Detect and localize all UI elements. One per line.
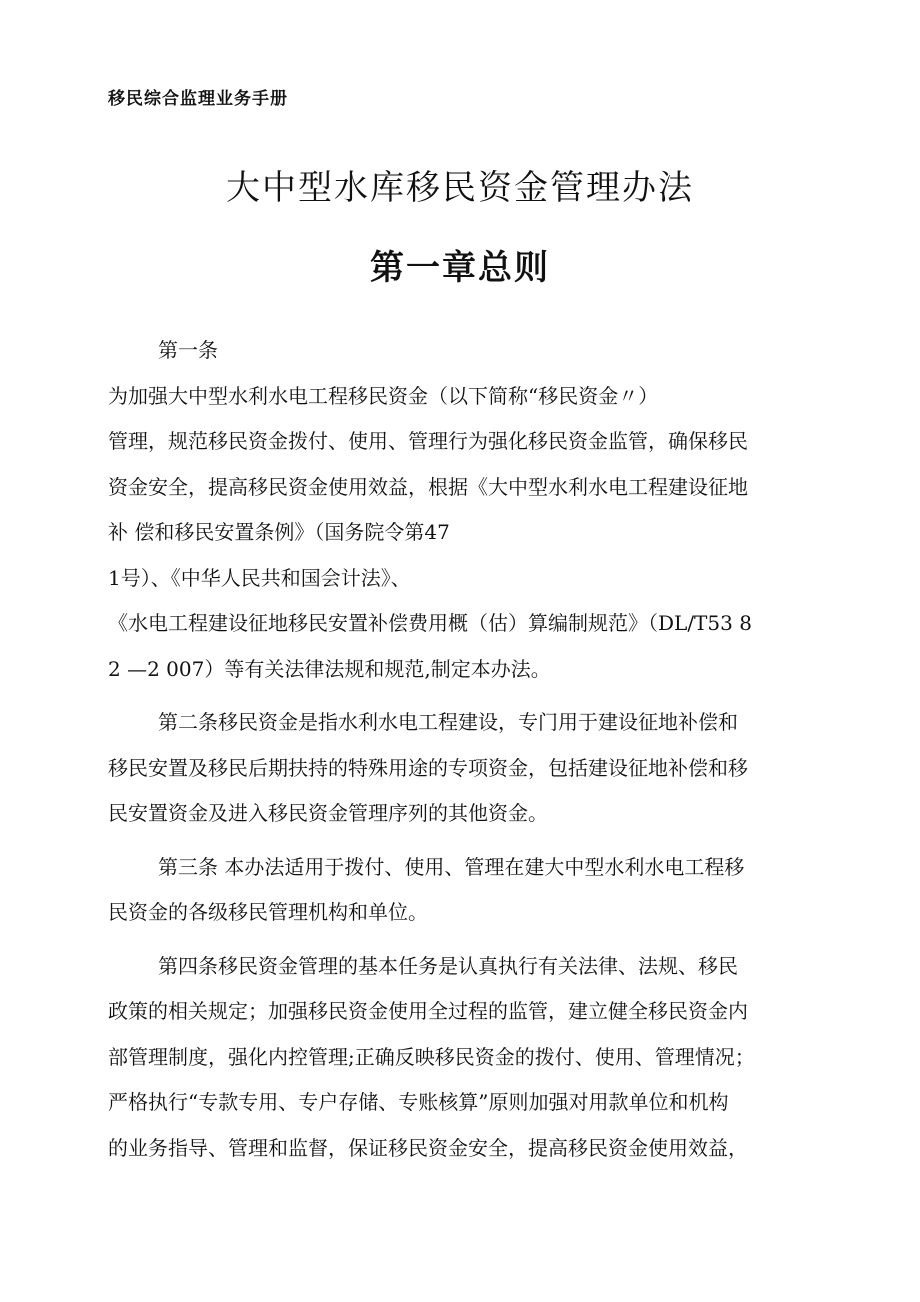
chapter-heading: 第一章总则 [370, 248, 550, 288]
document-title: 大中型水库移民资金管理办法 [226, 168, 694, 208]
article-1 [108, 328, 808, 692]
article-4-line: 政策的相关规定；加强移民资金使用全过程的监管，建立健全移民资金内 [108, 999, 748, 1023]
article-1-line: 1号）、《中华人民共和国会计法》、 [108, 565, 411, 590]
article-4-line: 部管理制度，强化内控管理;正确反映移民资金的拨付、使用、管理情况； [108, 1044, 755, 1069]
paragraph-gap [108, 837, 808, 845]
article-4-line: 第四条移民资金管理的基本任务是认真执行有关法律、法规、移民 [158, 953, 738, 978]
article-1-line: 《水电工程建设征地移民安置补偿费用概（估）算编制规范》（DL/T53 8 [108, 611, 752, 635]
article-4-line: 严格执行“专款专用、专户存储、专账核算”原则加强对用款单位和机构 [108, 1090, 729, 1114]
article-1-line: 2 —2 007）等有关法律法规和规范,制定本办法。 [108, 656, 551, 681]
running-header: 移民综合监理业务手册 [108, 89, 288, 109]
document-body [108, 328, 808, 1171]
article-1-label: 第一条 [158, 338, 218, 362]
article-1-line: 管理，规范移民资金拨付、使用、管理行为强化移民资金监管，确保移民 [108, 429, 748, 453]
article-2-line: 民安置资金及进入移民资金管理序列的其他资金。 [108, 801, 548, 825]
article-3-line: 第三条 本办法适用于拨付、使用、管理在建大中型水利水电工程移 [158, 854, 745, 879]
article-1-line: 为加强大中型水利水电工程移民资金（以下简称“移民资金〃） [108, 383, 659, 408]
article-3-line: 民资金的各级移民管理机构和单位。 [108, 900, 428, 924]
article-2-line: 移民安置及移民后期扶持的特殊用途的专项资金，包括建设征地补偿和移 [108, 755, 748, 780]
article-4-line: 的业务指导、管理和监督，保证移民资金安全，提高移民资金使用效益， [108, 1135, 748, 1160]
article-3 [108, 845, 808, 936]
article-1-line: 资金安全，提高移民资金使用效益，根据《大中型水利水电工程建设征地 [108, 474, 748, 499]
article-4 [108, 944, 808, 1172]
article-2-line: 第二条移民资金是指水利水电工程建设，专门用于建设征地补偿和 [158, 710, 738, 734]
article-1-line: 补 偿和移民安置条例》（国务院令第47 [108, 520, 450, 544]
paragraph-gap [108, 692, 808, 700]
article-2 [108, 700, 808, 837]
paragraph-gap [108, 936, 808, 944]
